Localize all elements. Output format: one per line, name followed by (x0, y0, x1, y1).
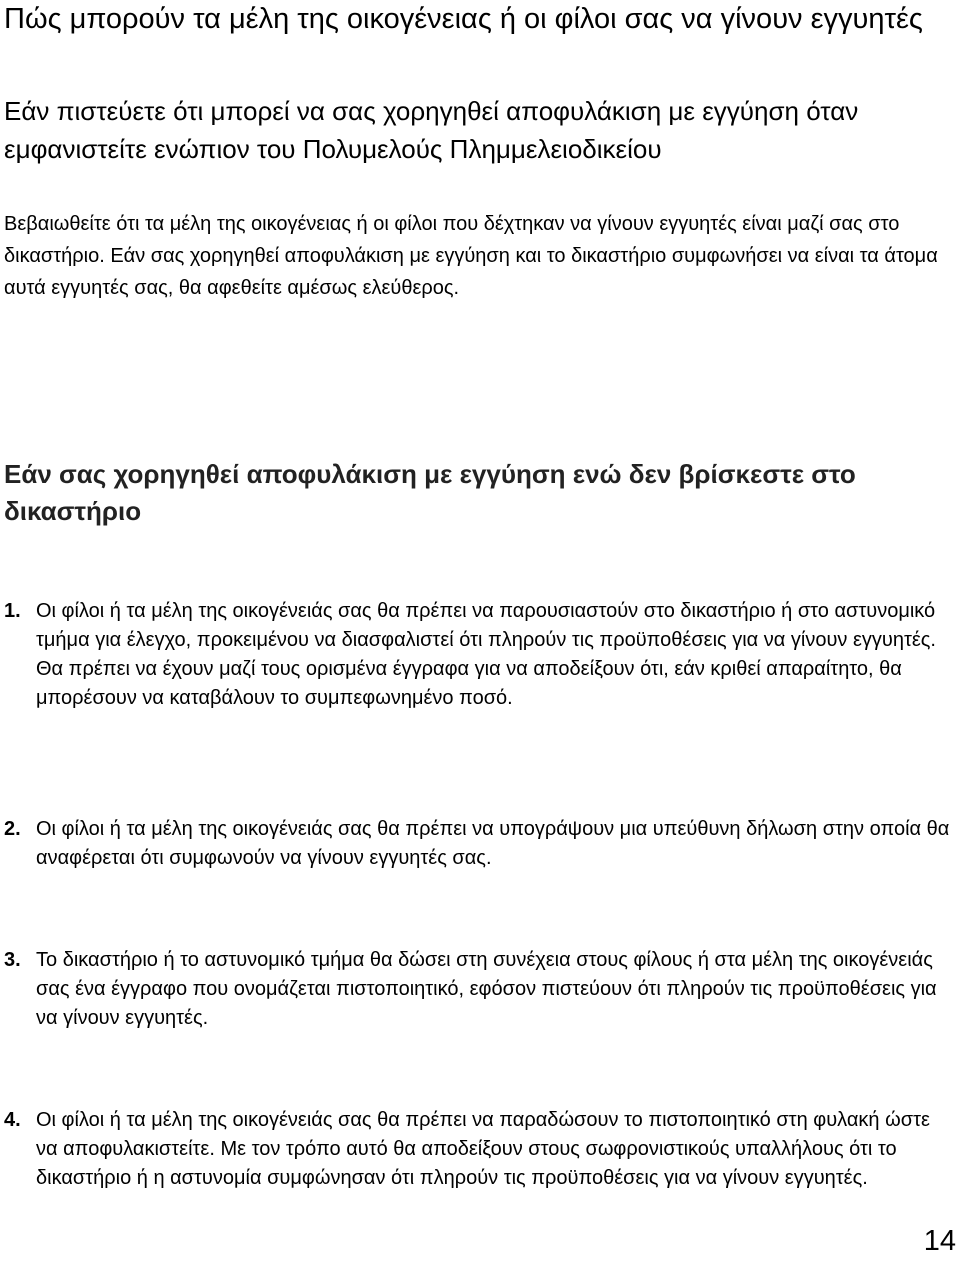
step-item (4, 1106, 954, 1193)
section-heading: Εάν σας χορηγηθεί αποφυλάκιση με εγγύηση ενώ δεν βρίσκεστε στο δικαστήριο (4, 459, 856, 526)
step-text: Οι φίλοι ή τα μέλη της οικογένειάς σας θα πρέπει να παρουσιαστούν στο δικαστήριο ή στο αστυνομικό τμήμα για έλεγχο, προκειμένου να διασφαλιστεί ότι πληρούν τις προϋποθέσεις για να γίνουν εγγυητές. Θα πρέπει να έχουν μαζί τους ορισμένα έγγραφα για να αποδείξουν ότι, εάν κριθεί απαραίτητο, θα μπορέσουν να καταβάλουν το συμπεφωνημένο ποσό. (36, 600, 936, 709)
step-text: Οι φίλοι ή τα μέλη της οικογένειάς σας θα πρέπει να υπογράψουν μια υπεύθυνη δήλωση στην οποία θα αναφέρεται ότι συμφωνούν να γίνουν εγγυητές σας. (36, 818, 950, 869)
step-number: 1. (4, 600, 21, 622)
page-title: Πώς μπορούν τα μέλη της οικογένειας ή οι φίλοι σας να γίνουν εγγυητές (4, 3, 923, 35)
step-item (4, 597, 954, 713)
step-number: 2. (4, 818, 21, 840)
step-number: 3. (4, 949, 21, 971)
step-number: 4. (4, 1109, 21, 1131)
page-number: 14 (923, 1225, 956, 1257)
step-item (4, 946, 954, 1033)
step-text: Το δικαστήριο ή το αστυνομικό τμήμα θα δώσει στη συνέχεια στους φίλους ή στα μέλη της οικογένειάς σας ένα έγγραφο που ονομάζεται πιστοποιητικό, εφόσον πιστεύουν ότι πληρούν τις προϋποθέσεις για να γίνουν εγγυητές. (36, 949, 937, 1029)
step-text: Οι φίλοι ή τα μέλη της οικογένειάς σας θα πρέπει να παραδώσουν το πιστοποιητικό στη φυλακή ώστε να αποφυλακιστείτε. Με τον τρόπο αυτό θα αποδείξουν στους σωφρονιστικούς υπαλλήλους ότι το δικαστήριο ή η αστυνομία συμφώνησαν ότι πληρούν τις προϋποθέσεις για να γίνουν εγγυητές. (36, 1109, 930, 1189)
document-page (4, 0, 956, 1280)
step-item (4, 815, 954, 873)
intro-paragraph: Βεβαιωθείτε ότι τα μέλη της οικογένειας ή οι φίλοι που δέχτηκαν να γίνουν εγγυητές είναι μαζί σας στο δικαστήριο. Εάν σας χορηγηθεί αποφυλάκιση με εγγύηση και το δικαστήριο συμφωνήσει να είναι τα άτομα αυτά εγγυητές σας, θα αφεθείτε αμέσως ελεύθερος. (4, 213, 938, 299)
page-subtitle: Εάν πιστεύετε ότι μπορεί να σας χορηγηθεί αποφυλάκιση με εγγύηση όταν εμφανιστείτε ενώπιον του Πολυμελούς Πλημμελειοδικείου (4, 96, 859, 164)
